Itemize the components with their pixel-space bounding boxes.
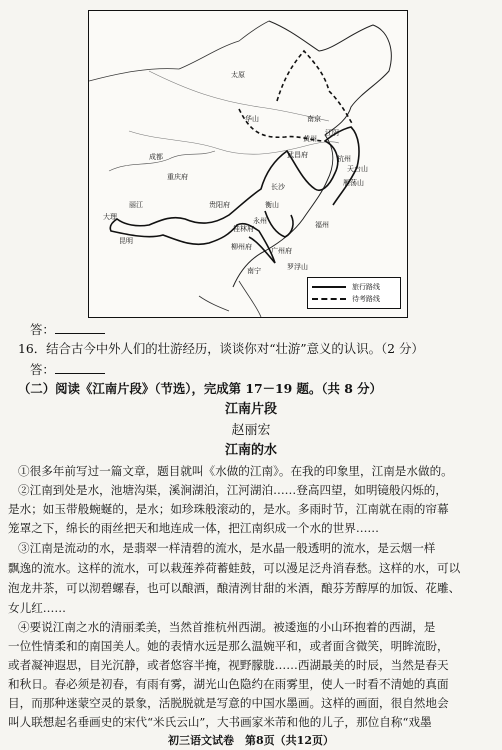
answer-line-15: 答： [30,322,492,338]
place-label: 南京 [307,115,321,123]
paragraph-line: 一位性情柔和的南国美人。她的表情水远是那么温婉平和，或者面含微笑，明眸流盼， [8,639,449,653]
paragraph-line: ②江南到处是水，池塘沟渠，溪涧湖泊，江河湖泊……登高四望，如明镜般闪烁的， [18,483,447,497]
paragraph-line: 女儿红…… [8,601,66,615]
answer-blank[interactable] [55,363,105,374]
dashed-line-swatch [312,298,346,300]
place-label: 大理 [103,213,117,221]
paragraph-line: 笼罩之下，绵长的雨丝把天和地连成一体，把江南织成一个水的世界…… [8,521,380,535]
place-label: 南宁 [247,267,261,275]
place-label: 武昌府 [287,151,308,159]
article-title: 江南片段 [224,402,277,417]
section-heading: （二）阅读《江南片段》（节选），完成第 17－19 题。（共 8 分） [18,381,382,396]
paragraph-line: 是水；如玉带般蜿蜒的，是水；如珍珠般滚动的，是水。多雨时节，江南就在雨的帘幕 [8,502,449,516]
paragraph-line: 和秋日。春必须是初春，有雨有雾，湖光山色隐约在雨雾里，使人一时看不清她的真面 [8,677,449,691]
place-label: 昆明 [119,237,133,245]
place-label: 广州府 [271,247,292,255]
page-footer: 初三语文试卷 第8页（共12页） [168,734,334,747]
place-label: 雁荡山 [343,179,364,187]
place-label: 长沙 [271,183,285,191]
place-label: 黄州 [303,135,317,143]
place-label: 重庆府 [167,173,188,181]
paragraph-line: ③江南是流动的水，是翡翠一样清碧的流水，是水晶一般透明的流水，是云烟一样 [18,541,436,555]
place-label: 杭州 [337,155,351,163]
place-label: 贵阳府 [209,201,230,209]
paragraph-line: 叫人联想起名垂画史的宋代“米氏云山”，大书画家米芾和他的儿子，那位自称“戏墨 [8,715,432,729]
route-map [88,10,408,318]
paragraph-line: 或者凝神遐思，目光沉静，或者悠容半掩，视野朦胧……西湖最美的时辰，当然是春天 [8,658,449,672]
place-label: 桂林府 [233,225,254,233]
place-label: 衡山 [265,201,279,209]
paragraph-line: 泡龙井茶，可以沏碧螺春，也可以酿酒，酿清洌甘甜的米酒，酿芬芳醇厚的加饭、花雕、 [8,581,461,595]
article-author: 赵丽宏 [231,423,271,438]
place-label: 柳州府 [231,243,252,251]
legend-pending-route: 待考路线 [312,294,396,304]
paragraph-line: 目，而那种迷蒙空灵的景象，活脱脱就是写意的中国水墨画。这样的画面，很自然地会 [8,696,449,710]
place-label: 成都 [149,153,163,161]
paragraph-line: 飘逸的流水。这样的流水，可以栽莲养荷蓄蛙鼓，可以漫足泛舟消春愁。这样的水，可以 [8,561,461,575]
place-label: 丽江 [129,201,143,209]
question-16: 16．结合古今中外人们的壮游经历，谈谈你对“壮游”意义的认识。（2 分） [18,341,424,356]
answer-line-16: 答： [30,362,492,378]
place-label: 江阴 [325,129,339,137]
solid-line-swatch [312,286,346,288]
place-label: 罗浮山 [287,263,308,271]
place-label: 华山 [245,115,259,123]
place-label: 永州 [253,217,267,225]
map-legend [307,277,401,309]
paragraph-line: ①很多年前写过一篇文章，题目就叫《水做的江南》。在我的印象里，江南是水做的。 [18,464,453,478]
place-label: 太原 [231,71,245,79]
paragraph-line: ④要说江南之水的清丽柔美，当然首推杭州西湖。被逶迤的小山环抱着的西湖，是 [18,620,436,634]
article-subtitle: 江南的水 [224,443,277,458]
legend-travel-route: 旅行路线 [312,282,396,292]
place-label: 天台山 [347,165,368,173]
answer-blank[interactable] [55,323,105,334]
place-label: 福州 [315,221,329,229]
